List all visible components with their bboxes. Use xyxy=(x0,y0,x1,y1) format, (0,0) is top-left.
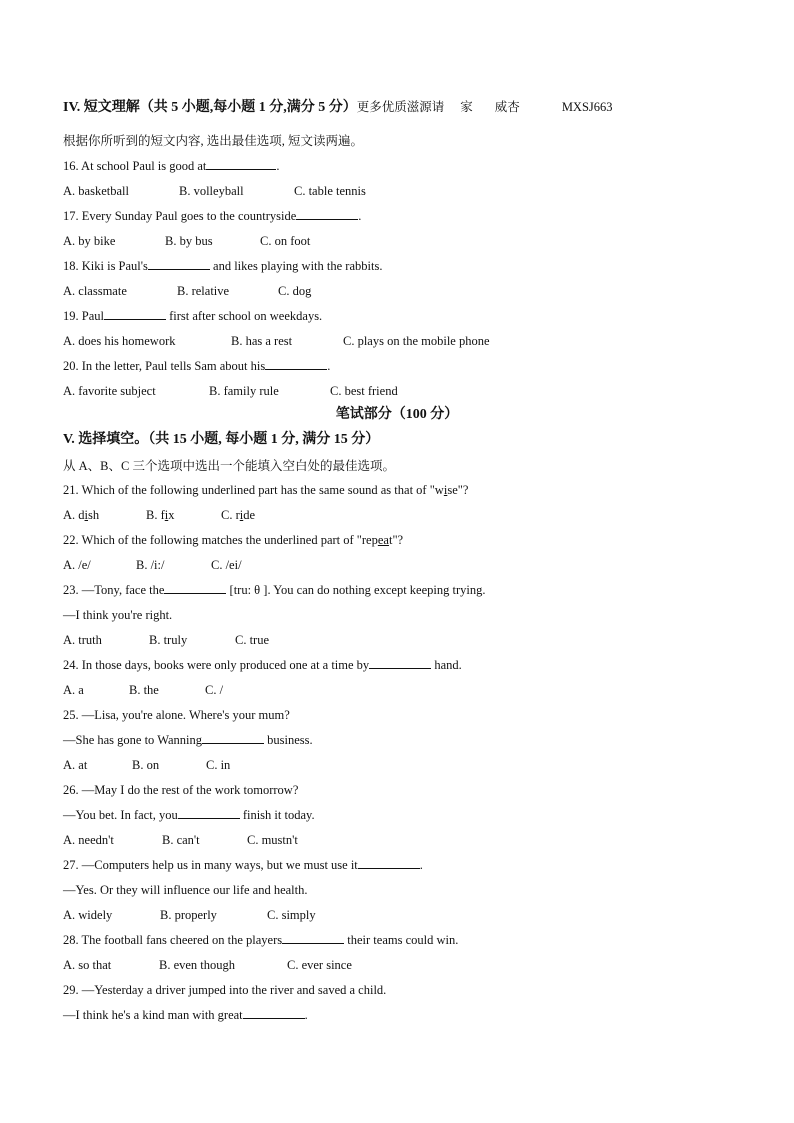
reply-25 xyxy=(63,732,313,748)
answer-blank[interactable] xyxy=(202,732,264,744)
question-29: 29. —Yesterday a driver jumped into the river and saved a child. xyxy=(63,983,387,997)
underlined-part: i xyxy=(84,508,89,522)
question-stem: 18. Kiki is Paul's xyxy=(63,259,148,273)
reply-tail: . xyxy=(304,1008,308,1022)
question-17 xyxy=(63,208,361,224)
option-a[interactable]: A. basketball xyxy=(63,184,129,198)
option-b[interactable]: B. family rule xyxy=(209,384,279,398)
option-a[interactable]: A. at xyxy=(63,758,88,772)
question-26: 26. —May I do the rest of the work tomorrow? xyxy=(63,783,299,797)
question-tail: . xyxy=(327,359,331,373)
options-18 xyxy=(63,283,311,299)
options-24 xyxy=(63,682,223,698)
option-a[interactable]: A. widely xyxy=(63,908,113,922)
reply-tail: business. xyxy=(264,733,313,747)
section4-title: IV. 短文理解（共 5 小题,每小题 1 分,满分 5 分） xyxy=(63,100,357,115)
options-28 xyxy=(63,957,352,973)
answer-blank[interactable] xyxy=(282,932,344,944)
option-a[interactable]: A. /e/ xyxy=(63,558,91,572)
question-stem-end: t"? xyxy=(388,533,404,547)
answer-blank[interactable] xyxy=(148,258,210,270)
answer-blank[interactable] xyxy=(104,308,166,320)
options-16 xyxy=(63,183,366,199)
note-part-2: 家 xyxy=(460,100,473,114)
option-b[interactable]: B. properly xyxy=(160,908,217,922)
question-stem: 21. Which of the following underlined part has the same sound as that of "w xyxy=(63,483,444,497)
option-c[interactable]: C. plays on the mobile phone xyxy=(343,334,490,348)
question-stem: 20. In the letter, Paul tells Sam about his xyxy=(63,359,266,373)
options-23 xyxy=(63,632,269,648)
question-25: 25. —Lisa, you're alone. Where's your mum? xyxy=(63,708,290,722)
answer-blank[interactable] xyxy=(243,1007,305,1019)
option-b[interactable]: B. volleyball xyxy=(179,184,244,198)
answer-blank[interactable] xyxy=(164,582,226,594)
question-tail: and likes playing with the rabbits. xyxy=(209,259,383,273)
reply-text: —You bet. In fact, you xyxy=(63,808,178,822)
option-b[interactable]: B. /i:/ xyxy=(136,558,165,572)
reply-29 xyxy=(63,1007,308,1023)
option-text-end: de xyxy=(243,508,256,522)
question-24 xyxy=(63,657,462,673)
reply-text: —She has gone to Wanning xyxy=(63,733,203,747)
question-28 xyxy=(63,932,458,948)
note-part-4: MXSJ663 xyxy=(561,100,613,114)
question-20 xyxy=(63,358,330,374)
reply-tail: finish it today. xyxy=(239,808,315,822)
note-part-3: 威杏 xyxy=(494,100,520,114)
reply-23: —I think you're right. xyxy=(63,608,173,622)
option-c[interactable]: C. in xyxy=(206,758,231,772)
reply-26 xyxy=(63,807,315,823)
answer-blank[interactable] xyxy=(206,158,276,170)
option-text: C. r xyxy=(221,508,240,522)
option-c[interactable]: C. table tennis xyxy=(294,184,366,198)
options-21 xyxy=(63,507,255,523)
question-16 xyxy=(63,158,280,174)
answer-blank[interactable] xyxy=(369,657,431,669)
section5-instruction: 从 A、B、C 三个选项中选出一个能填入空白处的最佳选项。 xyxy=(63,459,395,473)
question-stem: 22. Which of the following matches the underlined part of "rep xyxy=(63,533,378,547)
underlined-part: ea xyxy=(377,533,389,547)
option-text-end: x xyxy=(168,508,175,522)
option-b[interactable]: B. can't xyxy=(162,833,200,847)
section5-title: V. 选择填空。（共 15 小题, 每小题 1 分, 满分 15 分） xyxy=(63,432,380,447)
underlined-part: i xyxy=(443,483,448,497)
question-23 xyxy=(63,582,485,598)
option-b[interactable]: B. relative xyxy=(177,284,230,298)
watermark-note xyxy=(357,100,613,114)
options-25 xyxy=(63,757,230,773)
question-19 xyxy=(63,308,322,324)
reply-27: —Yes. Or they will influence our life and health. xyxy=(63,883,308,897)
option-c[interactable]: C. /ei/ xyxy=(211,558,242,572)
question-tail: . xyxy=(358,209,362,223)
section4-title-line xyxy=(63,99,613,116)
option-text-end: sh xyxy=(88,508,100,522)
options-17 xyxy=(63,233,310,249)
option-c[interactable]: C. on foot xyxy=(260,234,311,248)
reply-text: —I think he's a kind man with great xyxy=(63,1008,243,1022)
option-a[interactable]: A. a xyxy=(63,683,84,697)
question-tail: hand. xyxy=(431,658,462,672)
options-26 xyxy=(63,832,298,848)
option-a[interactable] xyxy=(63,507,146,523)
option-c[interactable]: C. best friend xyxy=(330,384,398,398)
underlined-part: i xyxy=(164,508,169,522)
option-b[interactable]: B. by bus xyxy=(165,234,213,248)
answer-blank[interactable] xyxy=(178,807,240,819)
option-text: A. d xyxy=(63,508,85,522)
option-a[interactable]: A. does his homework xyxy=(63,334,176,348)
option-a[interactable]: A. truth xyxy=(63,633,102,647)
question-27 xyxy=(63,857,423,873)
option-b[interactable]: B. even though xyxy=(159,958,236,972)
question-tail: [tru: θ ]. You can do nothing except keeping trying. xyxy=(226,583,486,597)
option-b[interactable]: B. on xyxy=(132,758,160,772)
option-c[interactable]: C. true xyxy=(235,633,270,647)
option-c[interactable]: C. ever since xyxy=(287,958,352,972)
question-stem: 24. In those days, books were only produced one at a time by xyxy=(63,658,370,672)
question-tail: first after school on weekdays. xyxy=(165,309,323,323)
option-a[interactable]: A. classmate xyxy=(63,284,127,298)
question-22 xyxy=(63,532,403,548)
question-21 xyxy=(63,482,468,498)
option-a[interactable]: A. needn't xyxy=(63,833,114,847)
option-b[interactable]: B. the xyxy=(129,683,159,697)
option-c[interactable]: C. mustn't xyxy=(247,833,298,847)
question-tail: their teams could win. xyxy=(344,933,459,947)
section4-instruction: 根据你所听到的短文内容, 选出最佳选项, 短文读两遍。 xyxy=(63,134,364,148)
options-19 xyxy=(63,333,490,349)
question-tail: . xyxy=(276,159,280,173)
option-a[interactable]: A. favorite subject xyxy=(63,384,156,398)
option-a[interactable]: A. by bike xyxy=(63,234,116,248)
option-b[interactable] xyxy=(146,507,221,523)
question-18 xyxy=(63,258,382,274)
options-20 xyxy=(63,383,398,399)
question-stem-end: se"? xyxy=(447,483,469,497)
answer-blank[interactable] xyxy=(358,857,420,869)
question-stem: 23. —Tony, face the xyxy=(63,583,165,597)
question-stem: 28. The football fans cheered on the players xyxy=(63,933,283,947)
options-27 xyxy=(63,907,316,923)
answer-blank[interactable] xyxy=(265,358,327,370)
options-22 xyxy=(63,557,242,573)
question-stem: 19. Paul xyxy=(63,309,104,323)
option-a[interactable]: A. so that xyxy=(63,958,112,972)
written-part-heading: 笔试部分（100 分） xyxy=(335,407,459,422)
option-text: B. f xyxy=(146,508,165,522)
question-stem: 17. Every Sunday Paul goes to the countryside xyxy=(63,209,297,223)
underlined-part: i xyxy=(239,508,244,522)
option-c[interactable]: C. simply xyxy=(267,908,316,922)
question-stem: 27. —Computers help us in many ways, but we must use it xyxy=(63,858,358,872)
question-stem: 16. At school Paul is good at xyxy=(63,159,207,173)
question-tail: . xyxy=(419,858,423,872)
answer-blank[interactable] xyxy=(296,208,358,220)
option-b[interactable]: B. truly xyxy=(149,633,188,647)
option-c[interactable] xyxy=(221,507,255,523)
option-c[interactable]: C. dog xyxy=(278,284,312,298)
option-b[interactable]: B. has a rest xyxy=(231,334,293,348)
option-c[interactable]: C. / xyxy=(205,683,224,697)
note-part-1: 更多优质滋源请 xyxy=(356,100,445,114)
